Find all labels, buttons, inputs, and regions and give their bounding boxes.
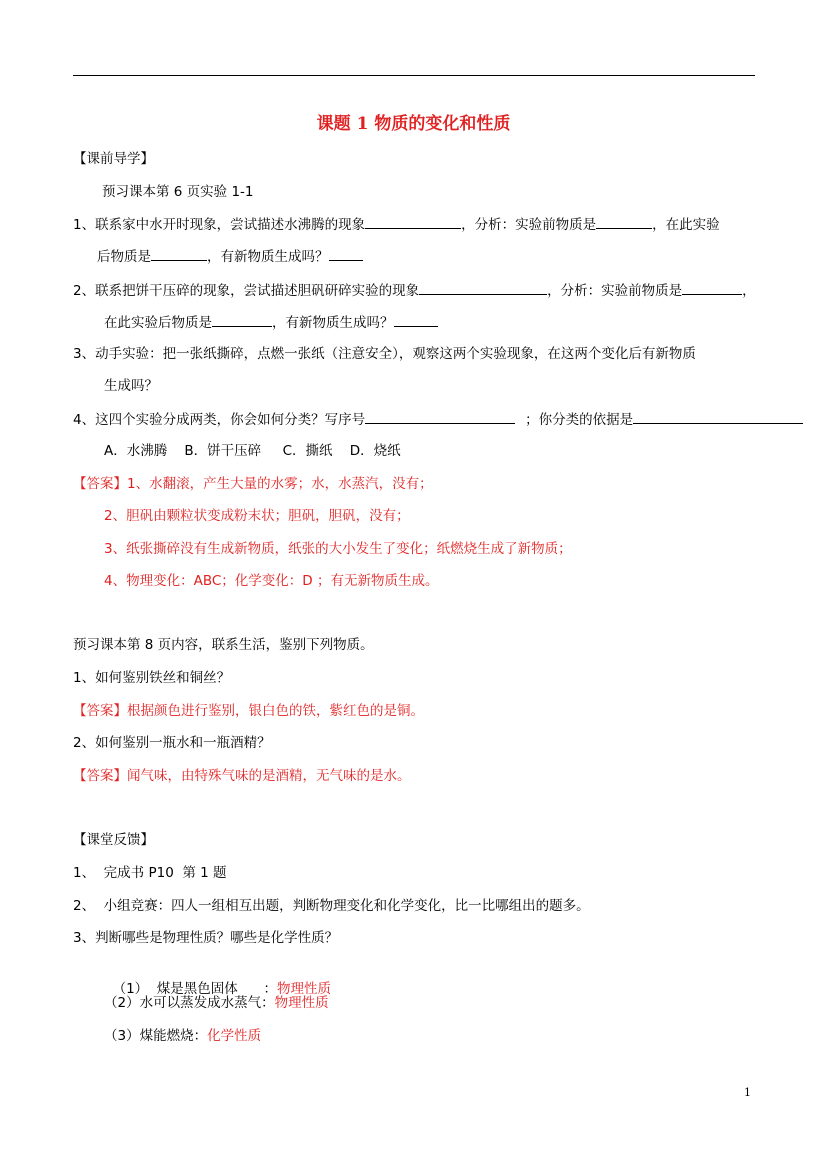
property-item-2-answer: 物理性质 <box>274 995 329 1011</box>
answer-blank[interactable] <box>365 215 461 229</box>
question-2-text-a: 2、联系把饼干压碎的现象，尝试描述胆矾研碎实验的现象 <box>73 283 420 299</box>
question-2-text-e: ，有新物质生成吗？ <box>272 315 394 331</box>
page-title: 课题 1 物质的变化和性质 <box>316 114 511 134</box>
question-1-text-b: ，分析：实验前物质是 <box>461 217 597 233</box>
question-2-text-d: 在此实验后物质是 <box>104 315 212 331</box>
question-2-text-c: ， <box>742 283 756 299</box>
question-2-text-b: ，分析：实验前物质是 <box>547 283 683 299</box>
answer-blank[interactable] <box>212 313 272 327</box>
answer-blank[interactable] <box>329 247 363 261</box>
question-2-line-2 <box>104 313 438 332</box>
identify-question-1: 1、如何鉴别铁丝和铜丝？ <box>73 670 231 686</box>
header-rule <box>73 75 755 76</box>
answer-2: 2、胆矾由颗粒状变成粉末状；胆矾，胆矾，没有； <box>104 508 410 524</box>
question-4-text-b: ；你分类的依据是 <box>525 412 634 428</box>
identify-intro: 预习课本第 8 页内容，联系生活，鉴别下列物质。 <box>73 637 374 653</box>
question-3-line-1: 3、动手实验：把一张纸撕碎，点燃一张纸（注意安全），观察这两个实验现象，在这两个变化后有新物质 <box>73 346 696 362</box>
question-2-line-1 <box>73 281 756 300</box>
answer-tag: 【答案】 <box>73 476 127 492</box>
identify-answer-2: 【答案】闻气味，由特殊气味的是酒精，无气味的是水。 <box>73 768 411 784</box>
page-number: 1 <box>744 1086 751 1099</box>
answer-blank[interactable] <box>151 247 207 261</box>
answer-4: 4、物理变化：ABC；化学变化：D ；有无新物质生成。 <box>104 573 439 589</box>
question-1-text-e: ，有新物质生成吗？ <box>207 249 329 265</box>
answer-blank[interactable] <box>596 215 652 229</box>
question-3-line-2: 生成吗？ <box>104 378 158 394</box>
question-1-text-d: 后物质是 <box>97 249 151 265</box>
feedback-item-3: 3、判断哪些是物理性质？哪些是化学性质？ <box>73 930 339 946</box>
pre-study-intro: 预习课本第 6 页实验 1-1 <box>102 184 254 200</box>
property-item-2-label: （2）水可以蒸发成水蒸气： <box>104 995 275 1011</box>
identify-question-2: 2、如何鉴别一瓶水和一瓶酒精？ <box>73 735 271 751</box>
property-item-1-label: （1） 煤是黑色固体 ： <box>112 981 278 997</box>
property-item-1 <box>104 962 331 998</box>
answer-blank[interactable] <box>365 410 515 424</box>
answer-3: 3、纸张撕碎没有生成新物质，纸张的大小发生了变化；纸燃烧生成了新物质； <box>104 541 572 557</box>
question-1-text-a: 1、联系家中水开时现象，尝试描述水沸腾的现象 <box>73 217 366 233</box>
answer-blank[interactable] <box>633 410 803 424</box>
answer-blank[interactable] <box>682 281 742 295</box>
question-4-text-a: 4、这四个实验分成两类，你会如何分类？写序号 <box>73 412 366 428</box>
identify-answer-1: 【答案】根据颜色进行鉴别，银白色的铁，紫红色的是铜。 <box>73 703 424 719</box>
property-item-3-label: （3）煤能燃烧： <box>104 1028 208 1044</box>
answer-1-text: 1、水翻滚，产生大量的水雾；水，水蒸汽，没有； <box>127 476 433 492</box>
answer-1 <box>73 475 433 493</box>
section-heading-pre-study: 【课前导学】 <box>73 151 154 167</box>
property-item-1-answer: 物理性质 <box>277 981 332 997</box>
question-1-line-1 <box>73 215 720 234</box>
property-item-2 <box>104 994 329 1012</box>
question-1-line-2 <box>97 247 363 266</box>
section-heading-feedback: 【课堂反馈】 <box>73 832 154 848</box>
feedback-item-2: 2、 小组竞赛：四人一组相互出题，判断物理变化和化学变化，比一比哪组出的题多。 <box>73 898 590 914</box>
answer-blank[interactable] <box>419 281 547 295</box>
answer-blank[interactable] <box>394 313 438 327</box>
question-4-line <box>73 410 803 429</box>
property-item-3-answer: 化学性质 <box>207 1028 262 1044</box>
property-item-3 <box>104 1027 261 1045</box>
question-4-options: A．水沸腾 B．饼干压碎 C．撕纸 D．烧纸 <box>104 443 401 459</box>
feedback-item-1: 1、 完成书 P10 第 1 题 <box>73 865 227 881</box>
question-1-text-c: ，在此实验 <box>652 217 720 233</box>
